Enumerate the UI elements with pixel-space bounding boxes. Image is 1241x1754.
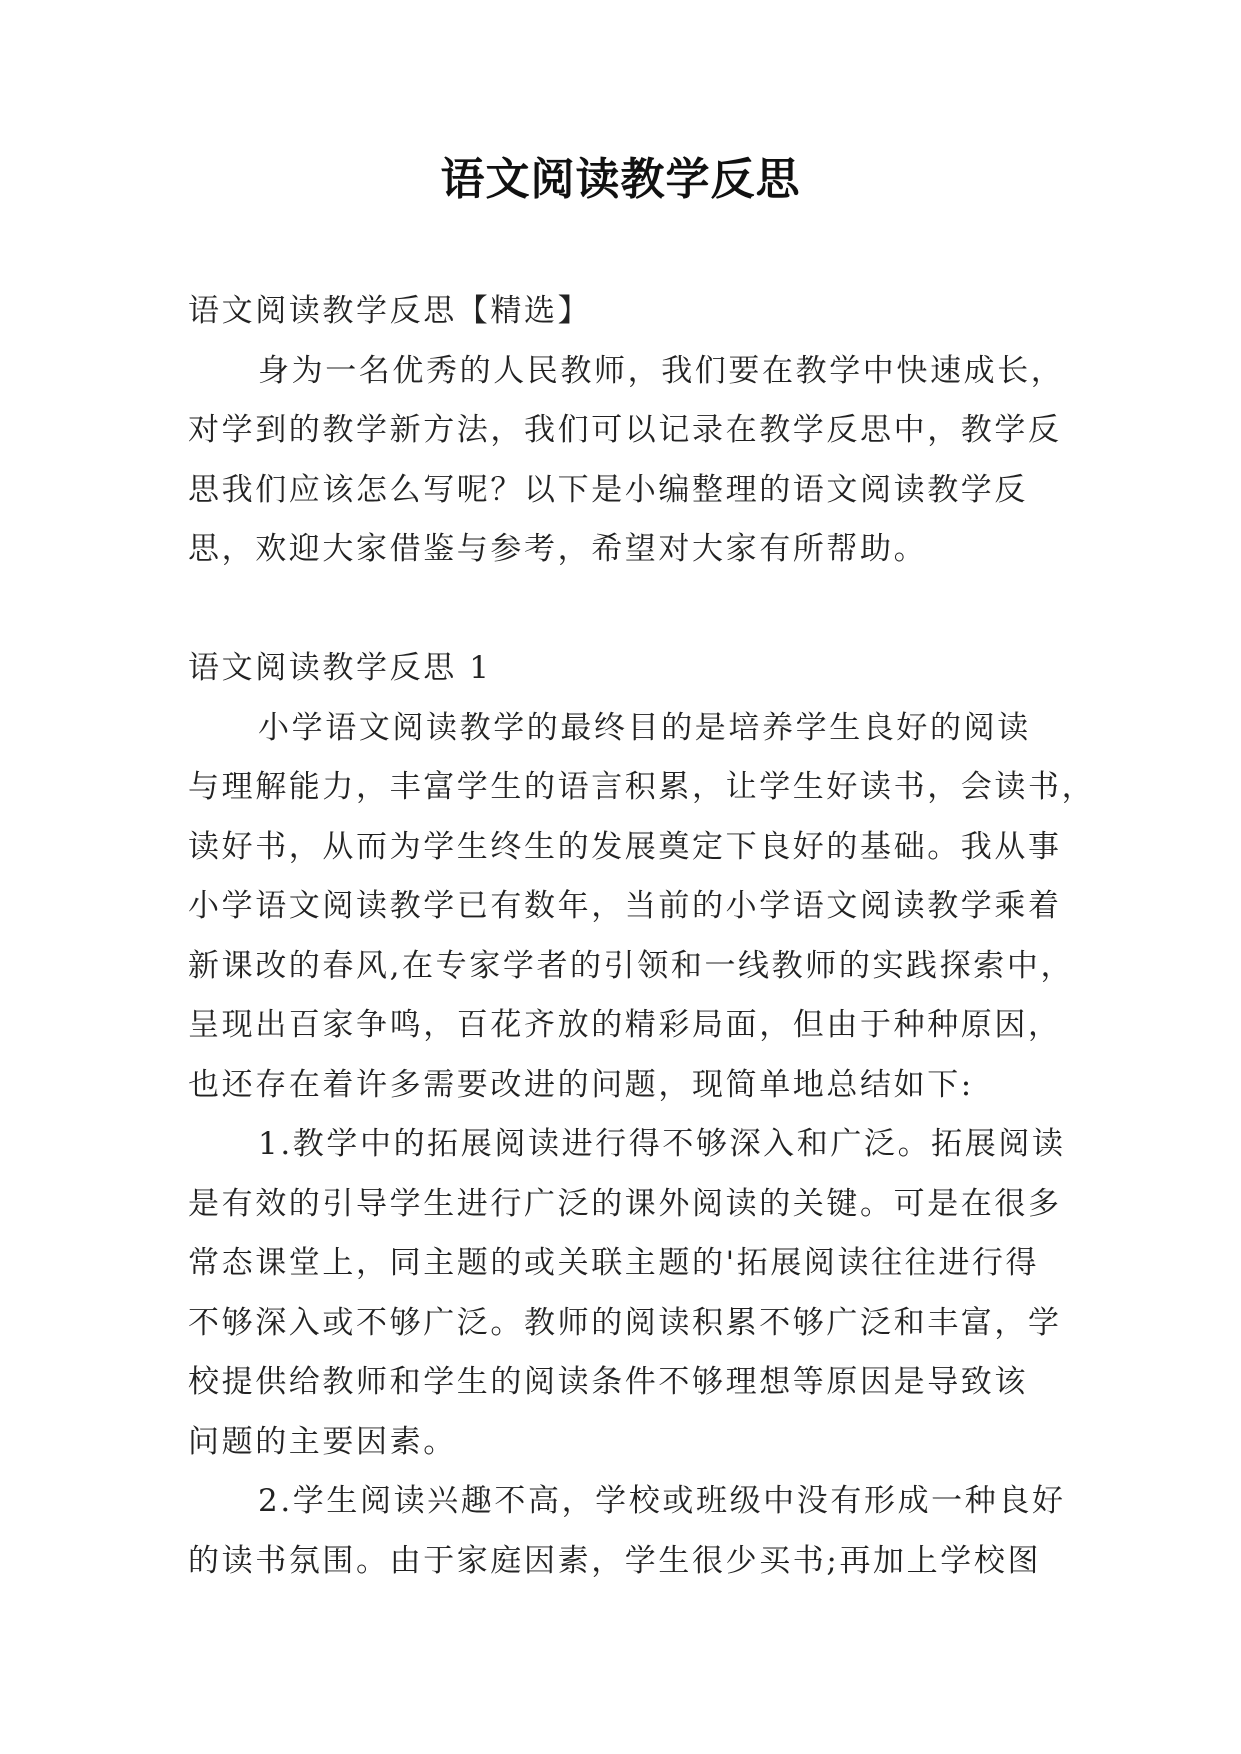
paragraph-line: 与理解能力，丰富学生的语言积累，让学生好读书，会读书，: [188, 769, 1096, 805]
paragraph-line: 身为一名优秀的人民教师，我们要在教学中快速成长，: [258, 352, 1065, 389]
paragraph-line: 2.学生阅读兴趣不高，学校或班级中没有形成一种良好: [258, 1483, 1066, 1519]
paragraph-line: 新课改的春风,在专家学者的引领和一线教师的实践探索中，: [188, 947, 1075, 984]
paragraph-line: 呈现出百家争鸣，百花齐放的精彩局面，但由于种种原因，: [188, 1007, 1062, 1043]
section-heading: 语文阅读教学反思 1: [188, 650, 492, 686]
paragraph-line: 常态课堂上，同主题的或关联主题的'拓展阅读往往进行得: [188, 1245, 1040, 1281]
document-body: [188, 282, 1096, 1591]
paragraph-line: 不够深入或不够广泛。教师的阅读积累不够广泛和丰富，学: [188, 1304, 1062, 1341]
paragraph-line: 读好书，从而为学生终生的发展奠定下良好的基础。我从事: [188, 828, 1062, 865]
paragraph-line: 思，欢迎大家借鉴与参考，希望对大家有所帮助。: [188, 531, 928, 567]
list-item-1-paragraph: [188, 1115, 1066, 1472]
paragraph-line: 校提供给教师和学生的阅读条件不够理想等原因是导致该: [188, 1364, 1028, 1400]
paragraph-spacer: [188, 580, 1058, 640]
paragraph-line: 思我们应该怎么写呢？以下是小编整理的语文阅读教学反: [188, 471, 1028, 508]
paragraph-line: 小学语文阅读教学已有数年，当前的小学语文阅读教学乘着: [188, 888, 1062, 924]
paragraph-line: 的读书氛围。由于家庭因素，学生很少买书;再加上学校图: [188, 1542, 1042, 1579]
list-item-2-paragraph: [188, 1472, 1066, 1591]
document-title: 语文阅读教学反思: [440, 154, 801, 205]
section1-paragraph: [188, 699, 1096, 1116]
paragraph-line: 1.教学中的拓展阅读进行得不够深入和广泛。拓展阅读: [258, 1126, 1066, 1162]
intro-paragraph: [188, 342, 1065, 580]
paragraph-line: 也还存在着许多需要改进的问题，现简单地总结如下:: [188, 1066, 974, 1103]
paragraph-line: 对学到的教学新方法，我们可以记录在教学反思中，教学反: [188, 412, 1062, 448]
paragraph-line: 小学语文阅读教学的最终目的是培养学生良好的阅读: [258, 709, 1031, 746]
document-subtitle: 语文阅读教学反思【精选】: [188, 293, 592, 329]
paragraph-line: 问题的主要因素。: [188, 1423, 457, 1460]
paragraph-line: 是有效的引导学生进行广泛的课外阅读的关键。可是在很多: [188, 1185, 1062, 1222]
